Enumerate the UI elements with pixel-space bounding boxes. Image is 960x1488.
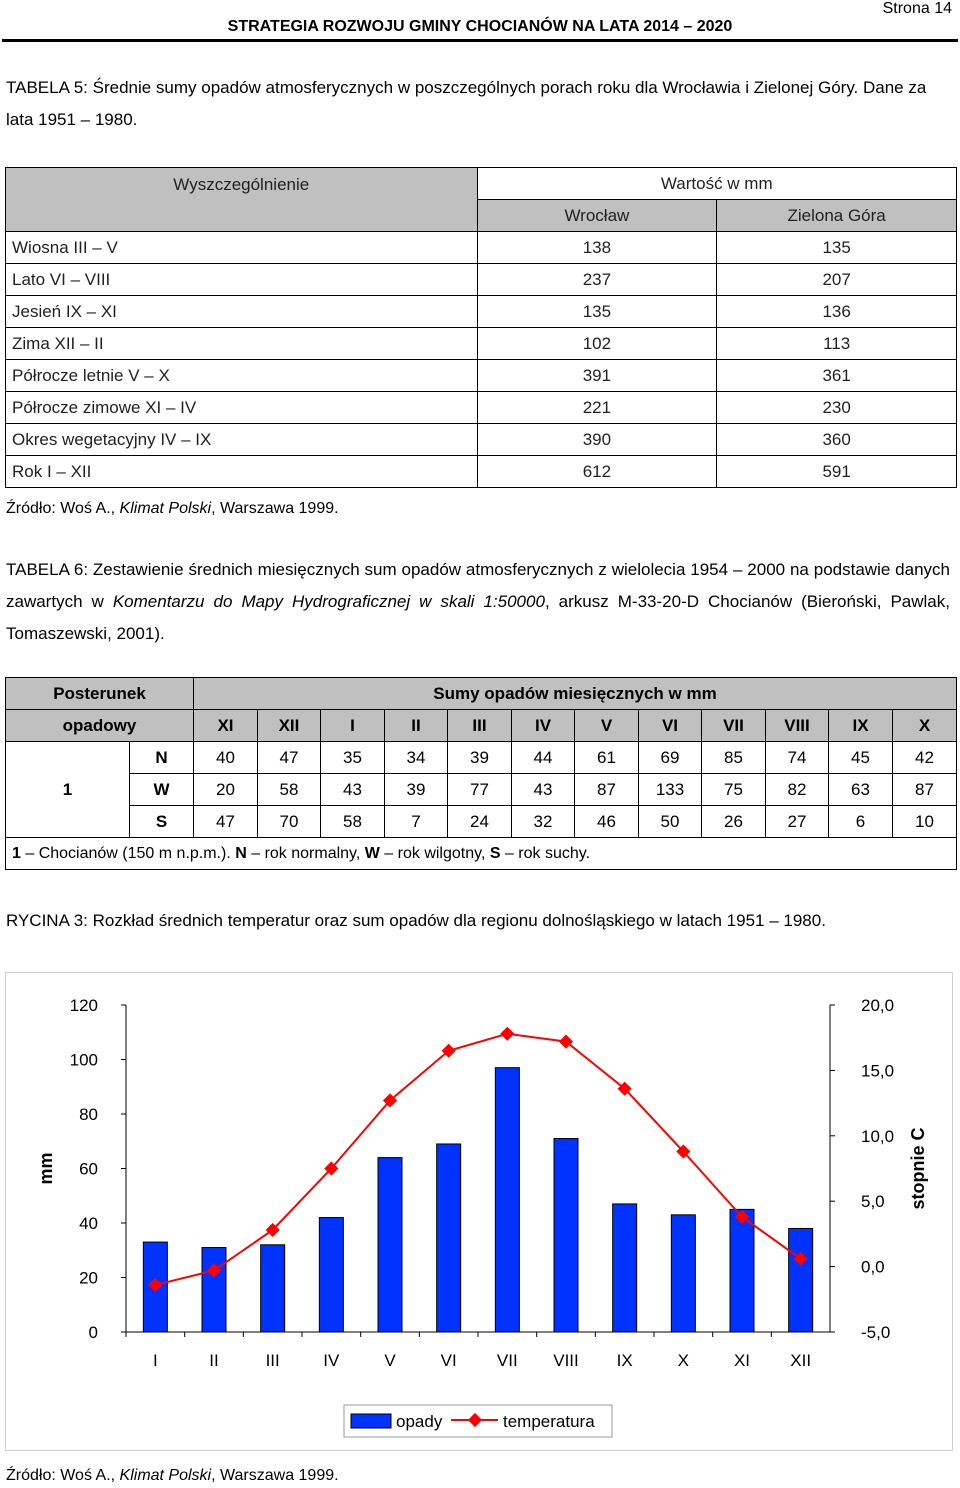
table5-row-label: Lato VI – VIII: [6, 264, 478, 296]
bar-opady: [319, 1218, 343, 1332]
table5-caption: TABELA 5: Średnie sumy opadów atmosferycznych w poszczególnych porach roku dla Wrocławia i Zielonej Góry. Dane za lata 1951 – 1980.: [6, 78, 927, 129]
table6-header-station-1: Posterunek: [6, 678, 194, 710]
y2-tick-label: 5,0: [861, 1192, 885, 1212]
table6-caption-part2: , arkusz M-33-20-D Chocianów (Bieroński, Pawlak, Tomaszewski, 2001).: [6, 592, 950, 643]
note-text: – rok suchy.: [500, 844, 591, 862]
table6-note: [6, 838, 957, 870]
legend-label-opady: opady: [396, 1412, 443, 1431]
header-rule: [2, 39, 958, 42]
source-title: Klimat Polski: [119, 500, 212, 517]
table5-cell: 113: [717, 328, 957, 360]
table6-cell: 46: [575, 806, 639, 838]
y-tick-label: 80: [79, 1105, 98, 1124]
table6-cell: 47: [194, 806, 258, 838]
table5-cell: 135: [477, 296, 717, 328]
table5-row-label: Półrocze letnie V – X: [6, 360, 478, 392]
table5-cell: 136: [717, 296, 957, 328]
table6-cell: 70: [258, 806, 321, 838]
table-row: [6, 232, 957, 264]
table6-cell: 74: [766, 742, 829, 774]
table5-cell: 102: [477, 328, 717, 360]
note-station: 1: [12, 844, 21, 862]
table6-month-header: XII: [258, 710, 321, 742]
table5-cell: 221: [477, 392, 717, 424]
source-suffix: , Warszawa 1999.: [211, 1467, 339, 1484]
table5-row-label: Zima XII – II: [6, 328, 478, 360]
y-tick-label: 20: [79, 1268, 98, 1288]
note-text: – Chocianów (150 m n.p.m.).: [20, 844, 236, 862]
x-tick-label: IX: [616, 1351, 633, 1370]
table-row: [6, 264, 957, 296]
table6-cell: 61: [575, 742, 639, 774]
table6-cell: 82: [766, 774, 829, 806]
table5-source: [6, 500, 339, 518]
bar-opady: [554, 1139, 578, 1332]
table6-cell: 87: [893, 774, 957, 806]
table-row: [6, 296, 957, 328]
y-tick-label: 100: [69, 1050, 98, 1070]
bar-opady: [789, 1228, 813, 1332]
x-tick-label: VI: [440, 1351, 457, 1370]
table-row: [6, 774, 957, 806]
table6-month-header: VIII: [766, 710, 829, 742]
source-prefix: Źródło: Woś A.,: [6, 1467, 120, 1484]
bar-opady: [202, 1248, 226, 1332]
table5-cell: 361: [717, 360, 957, 392]
legend-label-temperatura: temperatura: [503, 1412, 595, 1431]
note-text: – rok wilgotny,: [379, 844, 490, 862]
table6-cell: 26: [702, 806, 766, 838]
table6-cell: 43: [321, 774, 385, 806]
table6-cell: 75: [702, 774, 766, 806]
table6-month-header: X: [893, 710, 957, 742]
table6-cell: 40: [194, 742, 258, 774]
table6-cell: 50: [639, 806, 702, 838]
table5-cell: 612: [477, 456, 717, 488]
bar-opady: [613, 1204, 637, 1332]
note-text: – rok normalny,: [246, 844, 365, 862]
y2-tick-label: 10,0: [861, 1126, 895, 1146]
table-row: [6, 392, 957, 424]
table6-cell: 63: [829, 774, 893, 806]
x-tick-label: II: [209, 1351, 219, 1370]
table6-cell: 58: [258, 774, 321, 806]
source-prefix: Źródło: Woś A.,: [6, 500, 120, 517]
table-row: [6, 424, 957, 456]
table6-cell: 43: [512, 774, 575, 806]
table6-cell: 27: [766, 806, 829, 838]
table6-month-header: IX: [829, 710, 893, 742]
x-tick-label: VIII: [553, 1351, 579, 1370]
table5-header-item: Wyszczególnienie: [6, 168, 478, 232]
table5-col-zielona: Zielona Góra: [717, 200, 957, 232]
table5-cell: 391: [477, 360, 717, 392]
note-wet: W: [364, 844, 380, 862]
table6-cell: 42: [893, 742, 957, 774]
table6-month-header: I: [321, 710, 385, 742]
y2-axis-label: stopnie C: [908, 1127, 928, 1210]
table6-caption: [6, 554, 950, 650]
table-row: [6, 456, 957, 488]
table6-cell: 39: [385, 774, 448, 806]
table6-caption-italic: Komentarzu do Mapy Hydrograficznej w skali 1:50000: [112, 592, 545, 611]
table5-cell: 237: [477, 264, 717, 296]
table6-cell: 45: [829, 742, 893, 774]
table6-month-header: II: [385, 710, 448, 742]
table5-cell: 138: [477, 232, 717, 264]
table6-cell: 39: [448, 742, 512, 774]
table5-cell: 207: [717, 264, 957, 296]
table-row: [6, 806, 957, 838]
chart-svg: [6, 973, 952, 1450]
table5-cell: 591: [717, 456, 957, 488]
table6-header-sums: Sumy opadów miesięcznych w mm: [194, 678, 957, 710]
table6-month-header: III: [448, 710, 512, 742]
x-tick-label: IV: [323, 1351, 340, 1370]
table5-row-label: Wiosna III – V: [6, 232, 478, 264]
x-tick-label: X: [677, 1351, 690, 1370]
y2-tick-label: 15,0: [861, 1061, 895, 1081]
table6-cell: 7: [385, 806, 448, 838]
bar-opady: [671, 1215, 695, 1332]
document-header: STRATEGIA ROZWOJU GMINY CHOCIANÓW NA LATA 2014 – 2020: [227, 18, 733, 35]
table5-header-value: Wartość w mm: [477, 168, 956, 200]
table6-caption-part1: TABELA 6: Zestawienie średnich miesięcznych sum opadów atmosferycznych z wielolecia 1954 – 2000 na podstawie danych zawartych w: [6, 560, 950, 611]
bar-opady: [378, 1158, 402, 1332]
table6-cell: 69: [639, 742, 702, 774]
y2-tick-label: -5,0: [861, 1323, 891, 1342]
table6-cell: 47: [258, 742, 321, 774]
y-tick-label: 0: [88, 1323, 98, 1342]
table-row: [6, 328, 957, 360]
y-tick-label: 120: [69, 996, 98, 1015]
table6-cell: 24: [448, 806, 512, 838]
table6-header-station-2: opadowy: [6, 710, 194, 742]
table-row: [6, 742, 957, 774]
bar-opady: [730, 1209, 754, 1332]
table5-cell: 230: [717, 392, 957, 424]
y-tick-label: 60: [79, 1159, 98, 1179]
table6-month-header: IV: [512, 710, 575, 742]
table6-cell: 20: [194, 774, 258, 806]
y-tick-label: 40: [79, 1214, 98, 1233]
note-normal: N: [235, 844, 247, 862]
table6-station: 1: [6, 742, 130, 838]
x-tick-label: I: [152, 1351, 158, 1370]
y-axis-label: mm: [36, 1152, 56, 1185]
x-tick-label: V: [384, 1351, 396, 1370]
temperature-point: [500, 1027, 514, 1041]
note-dry: S: [489, 844, 501, 862]
y2-tick-label: 0,0: [861, 1257, 885, 1277]
page-number: Strona 14: [882, 0, 952, 17]
table5-cell: 360: [717, 424, 957, 456]
table6-row-type: N: [130, 742, 194, 774]
table6-cell: 87: [575, 774, 639, 806]
table5-row-label: Okres wegetacyjny IV – IX: [6, 424, 478, 456]
table6-month-header: VI: [639, 710, 702, 742]
table5-row-label: Półrocze zimowe XI – IV: [6, 392, 478, 424]
table6-row-type: W: [130, 774, 194, 806]
table5-row-label: Rok I – XII: [6, 456, 478, 488]
table5-cell: 135: [717, 232, 957, 264]
table6-cell: 34: [385, 742, 448, 774]
source-title: Klimat Polski: [119, 1467, 212, 1484]
table6: [5, 677, 957, 870]
table6-month-header: V: [575, 710, 639, 742]
table6-cell: 10: [893, 806, 957, 838]
x-tick-label: III: [265, 1351, 280, 1370]
table5-col-wroclaw: Wrocław: [477, 200, 717, 232]
table5: [5, 167, 957, 488]
source-suffix: , Warszawa 1999.: [211, 500, 339, 517]
table5-row-label: Jesień IX – XI: [6, 296, 478, 328]
chart-frame: [5, 972, 953, 1451]
table6-cell: 32: [512, 806, 575, 838]
table6-cell: 85: [702, 742, 766, 774]
legend-swatch-opady: [351, 1414, 391, 1428]
table6-month-header: XI: [194, 710, 258, 742]
table6-row-type: S: [130, 806, 194, 838]
table6-cell: 133: [639, 774, 702, 806]
x-tick-label: XI: [733, 1351, 751, 1370]
table5-cell: 390: [477, 424, 717, 456]
figure3-caption: RYCINA 3: Rozkład średnich temperatur oraz sum opadów dla regionu dolnośląskiego w latach 1951 – 1980.: [6, 911, 826, 930]
table-row: [6, 360, 957, 392]
x-tick-label: VII: [496, 1351, 518, 1370]
table6-cell: 77: [448, 774, 512, 806]
table6-cell: 6: [829, 806, 893, 838]
table6-month-header: VII: [702, 710, 766, 742]
bar-opady: [437, 1144, 461, 1332]
table6-cell: 35: [321, 742, 385, 774]
figure3-source: [6, 1467, 339, 1485]
temperature-line: [155, 1034, 800, 1285]
bar-opady: [261, 1245, 285, 1332]
y2-tick-label: 20,0: [861, 996, 895, 1015]
bar-opady: [495, 1068, 519, 1332]
table6-cell: 44: [512, 742, 575, 774]
table6-cell: 58: [321, 806, 385, 838]
x-tick-label: XII: [790, 1351, 812, 1370]
